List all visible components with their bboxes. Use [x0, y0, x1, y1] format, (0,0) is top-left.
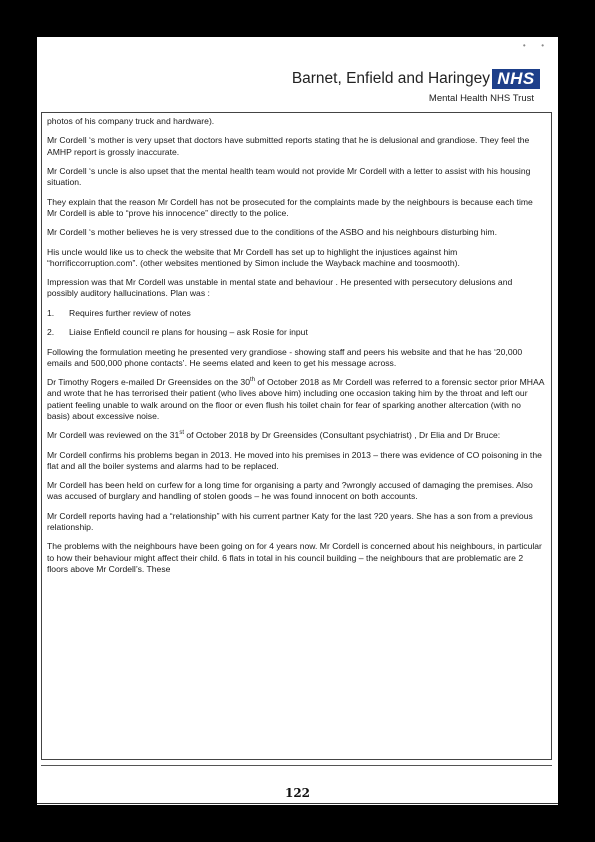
- paragraph: photos of his company truck and hardware).: [47, 116, 215, 126]
- plan-item: [47, 308, 545, 319]
- paragraph: Mr Cordell ‘s uncle is also upset that the mental health team would not provide Mr Cordell with a letter to assist with his housing situation.: [47, 165, 531, 188]
- paragraph-text: Mr Cordell was reviewed on the 31: [47, 430, 180, 441]
- clinical-notes: [42, 113, 551, 575]
- ordinal-suffix: st: [179, 430, 184, 437]
- frame-bottom-rule: [41, 765, 552, 766]
- paragraph: The problems with the neighbours have been going on for 4 years now. Mr Cordell is concerned about his neighbours, in particular to how their behaviour might affect their child. 6 flats in total in his council building – the neighbours that are problematic are 2 floors above Mr Cordell’s. These: [47, 541, 542, 574]
- page-number: 122: [284, 786, 311, 800]
- paragraph: Mr Cordell has been held on curfew for a long time for organising a party and ?wrongly accused of damaging the premises. Also was accused of burglary and handling of stolen goods – he was found innocent on both accounts.: [47, 480, 533, 502]
- paragraph: Following the formulation meeting he presented very grandiose - showing staff and peers his website and that he has ‘20,000 emails and 500,000 phone contacts’. He seems elated and keen to get his message across.: [47, 346, 523, 368]
- org-name: Barnet, Enfield and Haringey: [291, 70, 490, 87]
- paragraph: Mr Cordell ‘s mother is very upset that doctors have submitted reports stating that he is delusional and grandiose. They feel the AMHP report is grossly inaccurate.: [47, 135, 530, 157]
- paragraph: [47, 430, 545, 441]
- plan-item-number: 1.: [47, 307, 55, 318]
- scan-specks: • •: [522, 41, 544, 50]
- footer-rule: [37, 803, 558, 804]
- paragraph: Mr Cordell reports having had a “relationship” with his current partner Katy for the last ?20 years. She has a son from a previous relationship.: [47, 510, 533, 532]
- ordinal-suffix: th: [250, 377, 256, 384]
- paragraph: His uncle would like us to check the website that Mr Cordell has set up to highlight the injustices against him “horrificcorruption.com”. (other websites mentioned by Simon include the Wayback machine and toosmooth).: [47, 246, 460, 268]
- paragraph-text: of October 2018 by Dr Greensides (Consultant psychiatrist) , Dr Elia and Dr Bruce:: [183, 430, 501, 441]
- paragraph: Mr Cordell confirms his problems began in 2013. He moved into his premises in 2013 – there was evidence of CO poisoning in the flat and all the boiler systems and alarms had to be replaced.: [47, 449, 542, 471]
- nhs-logo: NHS: [492, 69, 540, 89]
- paragraph: Mr Cordell ‘s mother believes he is very stressed due to the conditions of the ASBO and his neighbours disturbing him.: [47, 227, 497, 238]
- paragraph: Impression was that Mr Cordell was unstable in mental state and behaviour . He presented with persecutory delusions and possibly auditory hallucinations. Plan was :: [47, 277, 513, 299]
- paragraph-text: of October 2018 as Mr Cordell was referred to a forensic sector prior MHAA and wrote that he has terrorised their patient (who lives above him) including one occasion taking him by the throat and left our patient feeling unable to walk around on the floor or even flush his toilet chain for fear of sparking another altercation (with no basis) about excessive noise.: [47, 377, 544, 421]
- trust-name: Mental Health NHS Trust: [428, 93, 534, 104]
- paragraph: They explain that the reason Mr Cordell has not be prosecuted for the complaints made by the neighbours is because each time Mr Cordell is able to “prove his innocence” directly to the police.: [47, 196, 533, 218]
- letterhead: [37, 37, 558, 109]
- notes-frame: [41, 112, 552, 760]
- document-page: [37, 37, 558, 805]
- plan-item-text: Liaise Enfield council re plans for housing – ask Rosie for input: [69, 327, 308, 338]
- paragraph: [47, 377, 545, 422]
- paragraph-text: Dr Timothy Rogers e-mailed Dr Greensides on the 30: [47, 377, 250, 388]
- plan-item: [47, 327, 545, 338]
- plan-item-text: Requires further review of notes: [69, 307, 191, 318]
- plan-item-number: 2.: [47, 327, 55, 338]
